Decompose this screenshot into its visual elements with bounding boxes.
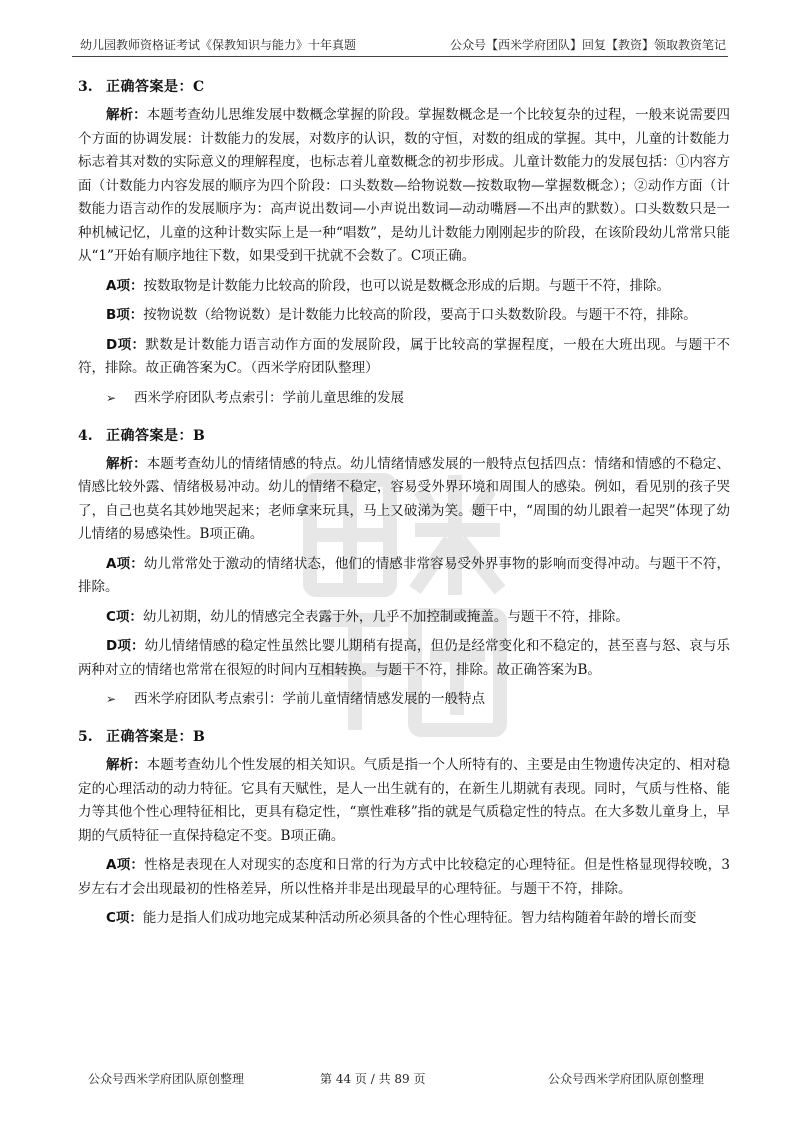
answer-3-option-a: A项：按数取物是计数能力比较高的阶段，也可以说是数概念形成的后期。与题干不符，排除。 bbox=[106, 277, 670, 294]
answer-4-option-c: C项：幼儿初期，幼儿的情感完全表露于外，几乎不加控制或掩盖。与题干不符，排除。 bbox=[106, 608, 629, 625]
answer-5-title: 5. 正确答案是：B bbox=[78, 729, 206, 745]
arrow-bullet-icon: ➢ bbox=[106, 390, 117, 405]
footer-left: 公众号西米学府团队原创整理 bbox=[88, 1072, 245, 1086]
page-header bbox=[72, 32, 728, 57]
answer-content bbox=[78, 68, 730, 931]
answer-3-title: 3. 正确答案是：C bbox=[78, 79, 205, 95]
answer-3-index: ➢ 西米学府团队考点索引：学前儿童思维的发展 bbox=[78, 387, 730, 411]
answer-3-analysis: 解析：本题考查幼儿思维发展中数概念掌握的阶段。掌握数概念是一个比较复杂的过程，一般来说需要四个方面的协调发展：计数能力的发展，对数序的认识，数的守恒，对数的组成的掌握。其中，儿童的计数能力标志着其对数的实际意义的理解程度，也标志着儿童数概念的初步形成。儿童计数能力的发展包括：①内容方面（计数能力内容发展的顺序为四个阶段：口头数数—给物说数—按数取物—掌握数概念）；②动作方面（计数能力语言动作的发展顺序为：高声说出数词—小声说出数词—动动嘴唇—不出声的默数）。口头数数只是一种机械记忆，儿童的这种计数实际上是一种“唱数”，是幼儿计数能力刚刚起步的阶段，在该阶段幼儿常常只能从“1”开始有顺序地往下数，如果受到干扰就不会数了。C项正确。 bbox=[78, 107, 731, 264]
page-footer bbox=[72, 1070, 728, 1090]
answer-4-option-d: D项：幼儿情绪情感的稳定性虽然比婴儿期稍有提高，但仍是经常变化和不稳定的，甚至喜与怒、哀与乐两种对立的情绪也常常在很短的时间内互相转换。与题干不符，排除。故正确答案为B。 bbox=[78, 638, 730, 678]
answer-4-analysis: 解析：本题考查幼儿的情绪情感的特点。幼儿情绪情感发展的一般特点包括四点：情绪和情感的不稳定、情感比较外露、情绪极易冲动。幼儿的情绪不稳定，容易受外界环境和周围人的感染。例如，看见别的孩子哭了，自己也莫名其妙地哭起来；老师拿来玩具，马上又破涕为笑。题干中，“周围的幼儿跟着一起哭”体现了幼儿情绪的易感染性。B项正确。 bbox=[78, 455, 731, 542]
arrow-bullet-icon: ➢ bbox=[106, 692, 117, 706]
answer-5-option-c: C项：能力是指人们成功地完成某种活动所必须具备的个性心理特征。智力结构随着年龄的增长而变 bbox=[106, 910, 697, 926]
page-number: 第 44 页 / 共 89 页 bbox=[320, 1072, 426, 1086]
answer-4-title: 4. 正确答案是：B bbox=[78, 427, 206, 444]
answer-5-analysis: 解析：本题考查幼儿个性发展的相关知识。气质是指一个人所特有的、主要是由生物遗传决定的、相对稳定的心理活动的动力特征。它具有天赋性，是人一出生就有的，在新生儿期就有表现。同时，气质与性格、能力等其他个性心理特征相比，更具有稳定性，“禀性难移”指的就是气质稳定性的特点。在大多数儿童身上，早期的气质特征一直保持稳定不变。B项正确。 bbox=[78, 757, 731, 844]
footer-right: 公众号西米学府团队原创整理 bbox=[547, 1072, 704, 1086]
answer-3-option-d: D项：默数是计数能力语言动作方面的发展阶段，属于比较高的掌握程度，一般在大班出现。与题干不符，排除。故正确答案为C。（西米学府团队整理） bbox=[78, 336, 730, 376]
header-promo: 公众号【西米学府团队】回复【教资】领取教资笔记 bbox=[449, 38, 726, 52]
answer-3-option-b: B项：按物说数（给物说数）是计数能力比较高的阶段，要高于口头数数阶段。与题干不符，排除。 bbox=[106, 307, 697, 323]
header-title: 幼儿园教师资格证考试《保教知识与能力》十年真题 bbox=[80, 38, 357, 52]
answer-4-index: ➢ 西米学府团队考点索引：学前儿童情绪情感发展的一般特点 bbox=[78, 688, 730, 712]
answer-4-option-a: A项：幼儿常常处于激动的情绪状态，他们的情感非常容易受外界事物的影响而变得冲动。与题干不符，排除。 bbox=[78, 555, 731, 595]
answer-5-option-a: A项：性格是表现在人对现实的态度和日常的行为方式中比较稳定的心理特征。但是性格显现得较晚，3岁左右才会出现最初的性格差异，所以性格并非是出现最早的心理特征。与题干不符，排除。 bbox=[78, 857, 730, 897]
